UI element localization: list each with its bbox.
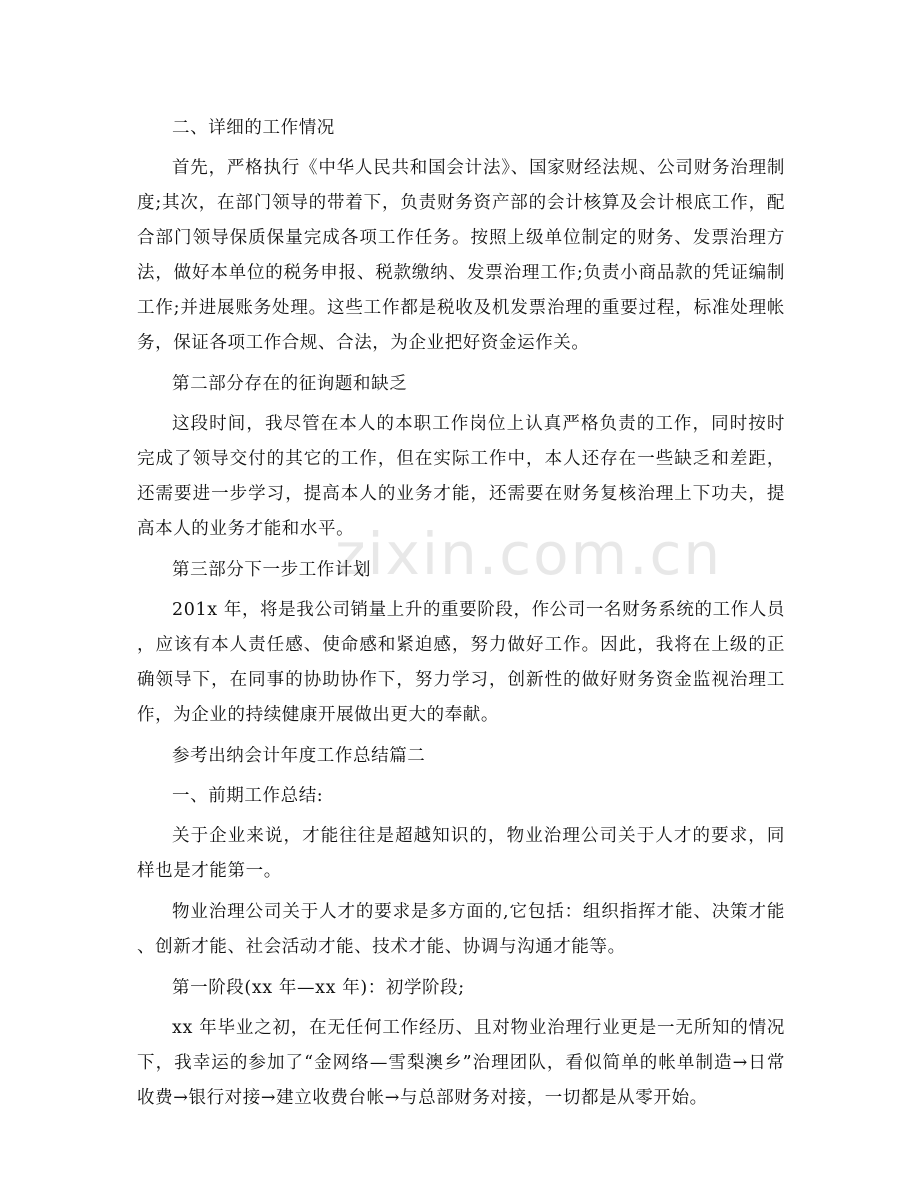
section-heading-problems: 第二部分存在的征询题和缺乏 — [172, 374, 408, 394]
paragraph-problems: 这段时间，我尽管在本人的本职工作岗位上认真严格负责的工作，同时按时完成了领导交付的其它的工作，但在实际工作中，本人还存在一些缺乏和差距，还需要进一步学习，提高本人的业务才能，还需要在财务复核治理上下功夫，提高本人的业务才能和水平。 — [137, 414, 785, 539]
section-heading-stage-one: 第一阶段(xx 年—xx 年)：初学阶段; — [172, 978, 465, 998]
paragraph-talent-requirements: 物业治理公司关于人才的要求是多方面的,它包括：组织指挥才能、决策才能、创新才能、社会活动才能、技术才能、协调与沟通才能等。 — [137, 902, 785, 957]
paragraph-next-plan: 201x 年，将是我公司销量上升的重要阶段，作公司一名财务系统的工作人员，应该有本人责任感、使命感和紧迫感，努力做好工作。因此，我将在上级的正确领导下，在同事的协助协作下，努力学习，创新性的做好财务资金监视治理工作，为企业的持续健康开展做出更大的奉献。 — [137, 600, 785, 725]
paragraph-stage-one: xx 年毕业之初，在无任何工作经历、且对物业治理行业更是一无所知的情况下，我幸运的参加了“金网络—雪梨澳乡”治理团队，看似简单的帐单制造→日常收费→银行对接→建立收费台帐→与总部财务对接，一切都是从零开始。 — [137, 1018, 785, 1108]
section-heading-work-details: 二、详细的工作情况 — [172, 118, 335, 138]
paragraph-ability-first: 关于企业来说，才能往往是超越知识的，物业治理公司关于人才的要求，同样也是才能第一。 — [137, 826, 785, 881]
paragraph-work-details: 首先，严格执行《中华人民共和国会计法》、国家财经法规、公司财务治理制度;其次，在部门领导的带着下，负责财务资产部的会计核算及会计根底工作，配合部门领导保质保量完成各项工作任务。按照上级单位制定的财务、发票治理方法，做好本单位的税务申报、税款缴纳、发票治理工作;负责小商品款的凭证编制工作;并进展账务处理。这些工作都是税收及机发票治理的重要过程，标准处理帐务，保证各项工作合规、合法，为企业把好资金运作关。 — [137, 158, 785, 353]
section-heading-early-summary: 一、前期工作总结: — [172, 786, 324, 806]
section-heading-next-plan: 第三部分下一步工作计划 — [172, 560, 372, 580]
watermark: zixin.com.cn — [335, 520, 723, 588]
document-body — [137, 111, 785, 1122]
section-heading-part-two: 参考出纳会计年度工作总结篇二 — [172, 746, 426, 766]
